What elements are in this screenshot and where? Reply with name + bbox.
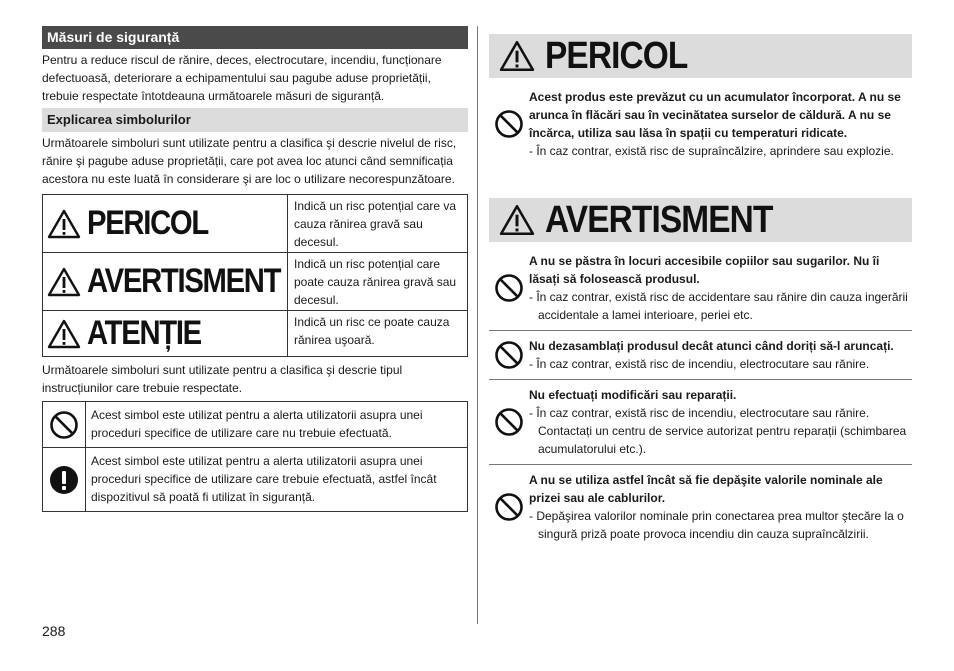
prohibition-icon: [494, 273, 524, 303]
warning-heading: [489, 198, 912, 242]
item-detail: - În caz contrar, există risc de incendiu, electrocutare sau rănire. Contactați un centru de service autorizat pentru reparații (schimbarea acumulatorului etc.).: [529, 406, 907, 456]
danger-item: [489, 78, 912, 166]
instructions-intro: Următoarele simboluri sunt utilizate pentru a clasifica şi descrie tipul instrucțiunilor care trebuie respectate.: [42, 363, 403, 395]
warning-triangle-icon: [47, 209, 81, 239]
warning-item: [489, 242, 912, 331]
warning-item: [489, 380, 912, 465]
warning-item: [489, 331, 912, 380]
signal-word: AVERTISMENT: [87, 262, 281, 300]
prohibition-icon: [494, 109, 524, 139]
level-description: Indică un risc potențial care poate cauza rănirea gravă sau decesul.: [294, 257, 457, 307]
item-heading: A nu se păstra în locuri accesibile copiilor sau sugarilor. Nu îi lăsați să folosească produsul.: [529, 254, 880, 286]
item-detail: - În caz contrar, există risc de accidentare sau rănire din cauza ingerării accidentale a lamei interioare, periei etc.: [529, 290, 908, 322]
prohibition-icon: [494, 340, 524, 370]
item-detail: - În caz contrar, există risc de incendiu, electrocutare sau rănire.: [529, 357, 870, 371]
danger-heading: [489, 34, 912, 78]
left-column: [42, 26, 468, 512]
warning-triangle-icon: [499, 204, 535, 236]
level-description: Indică un risc ce poate cauza rănirea uşoară.: [294, 315, 450, 347]
level-description: Indică un risc potențial care va cauza rănirea gravă sau decesul.: [294, 199, 457, 249]
icon-description: Acest simbol este utilizat pentru a alerta utilizatorii asupra unei proceduri specifice de utilizare care trebuie efectuată, astfel încât dispozitivul să poată fi utilizat în siguranță.: [91, 454, 437, 504]
section-title: Măsuri de siguranță: [42, 26, 468, 49]
prohibition-icon: [49, 410, 79, 440]
prohibition-icon: [494, 492, 524, 522]
level-label: [43, 195, 288, 252]
item-detail: - Depăşirea valorilor nominale prin conectarea prea multor ştecăre la o singură priză poate provoca incendiu din cauza supraîncălzirii.: [529, 509, 904, 541]
warning-triangle-icon: [499, 40, 535, 72]
level-label: [43, 253, 288, 310]
right-column: [489, 34, 912, 549]
warning-item: [489, 465, 912, 549]
intro-paragraph: Pentru a reduce riscul de rănire, deces, electrocutare, incendiu, funcționare defectuoasă, deteriorare a echipamentului sau pagube aduse proprietății, trebuie respectate întotdeauna următoarele măsuri de siguranță.: [42, 53, 442, 103]
warning-triangle-icon: [47, 319, 81, 349]
danger-title: PERICOL: [545, 34, 688, 77]
warning-title: AVERTISMENT: [545, 198, 773, 241]
level-row-danger: [43, 195, 467, 252]
signal-word-table: [42, 194, 468, 357]
level-label: [43, 311, 288, 356]
item-heading: Nu efectuați modificări sau reparații.: [529, 388, 737, 402]
signal-word: PERICOL: [87, 204, 208, 242]
column-divider: [477, 26, 478, 624]
item-heading: A nu se utiliza astfel încât să fie depăşite valorile nominale ale prizei sau ale cablurilor.: [529, 473, 883, 505]
warning-triangle-icon: [47, 267, 81, 297]
level-row-caution: [43, 310, 467, 356]
item-heading: Nu dezasamblați produsul decât atunci când doriți să-l aruncați.: [529, 339, 894, 353]
icon-description: Acest simbol este utilizat pentru a alerta utilizatorii asupra unei proceduri specifice de utilizare care nu trebuie efectuată.: [91, 408, 423, 440]
icon-row-prohibition: [43, 402, 467, 447]
page-number: 288: [42, 623, 66, 639]
level-row-warning: [43, 252, 467, 310]
icon-row-mandatory: [43, 447, 467, 511]
mandatory-icon: [49, 465, 79, 495]
symbols-intro: Următoarele simboluri sunt utilizate pentru a clasifica şi descrie nivelul de risc, rănire şi pagube aduse proprietății, care pot avea loc atunci când semnificația acestora nu este luată în considerare şi are loc o utilizare necorespunzătoare.: [42, 136, 457, 186]
prohibition-icon: [494, 407, 524, 437]
instruction-icon-table: [42, 401, 468, 512]
sub-title: Explicarea simbolurilor: [42, 108, 468, 132]
signal-word: ATENȚIE: [87, 314, 201, 352]
item-detail: - În caz contrar, există risc de supraîncălzire, aprindere sau explozie.: [529, 144, 894, 158]
item-heading: Acest produs este prevăzut cu un acumulator încorporat. A nu se arunca în flăcări sau în vecinătatea surselor de căldură. A nu se încărca, utiliza sau lăsa în spații cu temperaturi ridicate.: [529, 90, 901, 140]
